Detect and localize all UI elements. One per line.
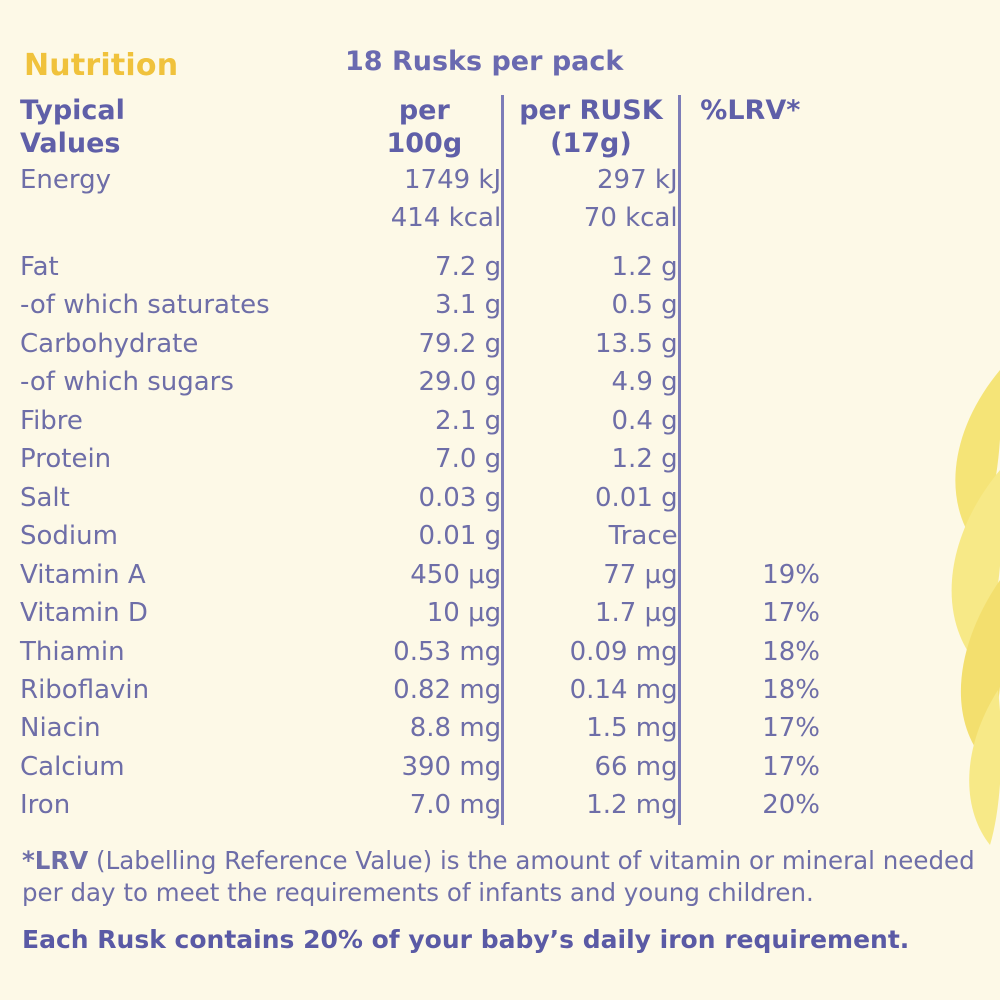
row-label: Fat (20, 251, 59, 282)
row-perrusk: 66 mg (503, 748, 679, 786)
row-perrusk: 0.09 mg (503, 633, 679, 671)
row-perrusk: 0.01 g (503, 479, 679, 517)
table-row (20, 440, 820, 478)
row-lrv (679, 517, 820, 555)
row-per100g: 29.0 g (418, 367, 502, 398)
row-per100g: 3.1 g (435, 290, 502, 321)
row-per100g: 414 kcal (390, 203, 502, 234)
table-row (20, 786, 820, 824)
table-row (20, 748, 820, 786)
row-label: Vitamin A (20, 559, 146, 590)
row-perrusk: 1.5 mg (503, 709, 679, 747)
pack-count-label: 18 Rusks per pack (345, 46, 624, 77)
row-per100g: 0.01 g (418, 521, 502, 552)
row-lrv (679, 286, 820, 324)
row-per100g: 2.1 g (435, 405, 502, 436)
row-perrusk: 1.2 g (503, 248, 679, 286)
row-label (20, 199, 347, 237)
row-per100g: 10 µg (426, 598, 502, 629)
table-row (20, 671, 820, 709)
table-row (20, 199, 820, 237)
table-row (20, 479, 820, 517)
header-per100g-line1: per (398, 95, 450, 126)
row-perrusk: 13.5 g (503, 325, 679, 363)
row-spacer (20, 238, 820, 248)
row-perrusk: 1.2 g (503, 440, 679, 478)
row-perrusk: Trace (503, 517, 679, 555)
row-label: Niacin (20, 713, 101, 744)
row-lrv (679, 363, 820, 401)
row-perrusk: 70 kcal (503, 199, 679, 237)
row-per100g: 0.82 mg (393, 674, 502, 705)
row-lrv (679, 402, 820, 440)
header-per-rusk (503, 95, 679, 161)
header-perrusk-line1: per RUSK (519, 95, 663, 126)
nutrition-table (20, 95, 820, 825)
row-lrv: 19% (679, 556, 820, 594)
header-per100g-line2: 100g (386, 127, 463, 159)
row-label: Protein (20, 444, 112, 475)
row-lrv: 17% (679, 709, 820, 747)
row-label: Sodium (20, 521, 118, 552)
row-label: -of which saturates (20, 290, 270, 321)
row-label: Fibre (20, 405, 83, 436)
page-title: Nutrition (24, 48, 179, 83)
row-label: Energy (20, 164, 112, 195)
row-lrv (679, 248, 820, 286)
row-perrusk: 4.9 g (503, 363, 679, 401)
row-per100g: 1749 kJ (404, 164, 502, 195)
row-per100g: 390 mg (401, 751, 502, 782)
row-lrv: 17% (679, 594, 820, 632)
table-row (20, 363, 820, 401)
table-row (20, 556, 820, 594)
table-row (20, 517, 820, 555)
table-row (20, 402, 820, 440)
table-row (20, 286, 820, 324)
header-typical-values (20, 95, 347, 161)
row-perrusk: 0.14 mg (503, 671, 679, 709)
row-per100g: 7.2 g (435, 251, 502, 282)
row-per100g: 0.03 g (418, 482, 502, 513)
row-label: Carbohydrate (20, 328, 199, 359)
row-lrv (679, 479, 820, 517)
header-per-100g (347, 95, 502, 161)
iron-requirement-statement: Each Rusk contains 20% of your baby’s daily iron requirement. (22, 925, 910, 954)
table-row (20, 161, 820, 199)
row-label: -of which sugars (20, 367, 234, 398)
header-perrusk-line2: (17g) (550, 127, 632, 159)
row-label: Riboflavin (20, 674, 150, 705)
row-perrusk: 1.7 µg (503, 594, 679, 632)
table-row (20, 633, 820, 671)
table-row (20, 709, 820, 747)
row-per100g: 450 µg (410, 559, 502, 590)
row-label: Calcium (20, 751, 125, 782)
row-label: Salt (20, 482, 70, 513)
header-label-line1: Typical (20, 95, 125, 126)
row-lrv: 18% (679, 671, 820, 709)
row-lrv: 18% (679, 633, 820, 671)
lrv-footnote-text: (Labelling Reference Value) is the amount of vitamin or mineral needed per day to meet the requirements of infants and young children. (22, 846, 975, 908)
row-label: Thiamin (20, 636, 125, 667)
row-per100g: 7.0 mg (409, 790, 502, 821)
row-per100g: 79.2 g (418, 328, 502, 359)
row-per100g: 0.53 mg (393, 636, 502, 667)
row-lrv: 20% (679, 786, 820, 824)
header-label-line2: Values (20, 127, 121, 159)
row-per100g: 7.0 g (435, 444, 502, 475)
row-lrv: 17% (679, 748, 820, 786)
row-perrusk: 0.4 g (503, 402, 679, 440)
table-row (20, 248, 820, 286)
row-per100g: 8.8 mg (409, 713, 502, 744)
row-perrusk: 1.2 mg (503, 786, 679, 824)
header-lrv (679, 95, 820, 161)
lrv-footnote (22, 845, 982, 910)
lrv-footnote-marker: *LRV (22, 846, 89, 875)
row-perrusk: 297 kJ (503, 161, 679, 199)
row-label: Vitamin D (20, 598, 148, 629)
header-lrv-label: %LRV* (700, 95, 801, 126)
row-lrv (679, 199, 820, 237)
row-lrv (679, 325, 820, 363)
row-label: Iron (20, 790, 71, 821)
row-perrusk: 0.5 g (503, 286, 679, 324)
row-lrv (679, 161, 820, 199)
row-perrusk: 77 µg (503, 556, 679, 594)
row-lrv (679, 440, 820, 478)
table-row (20, 594, 820, 632)
table-header-row (20, 95, 820, 161)
table-row (20, 325, 820, 363)
